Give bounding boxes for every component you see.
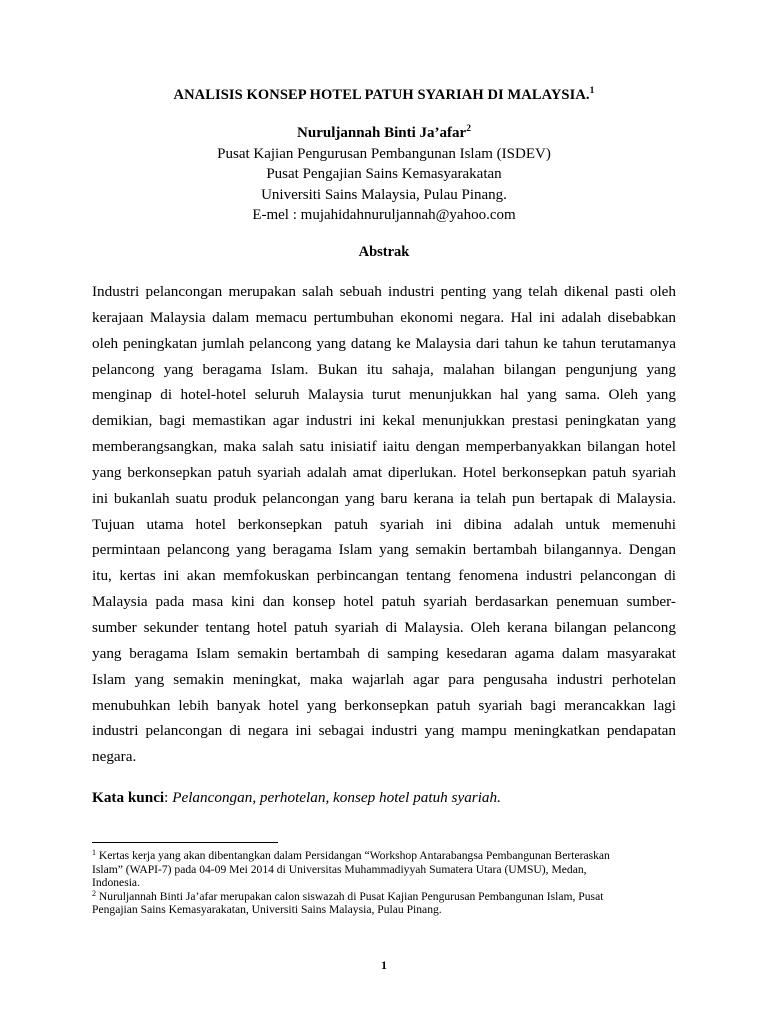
abstract-line: permintaan pelancong yang beragama Islam yang semakin bertambah bilangannya. Dengan: [92, 541, 676, 559]
page-number: 1: [381, 958, 387, 972]
footnote-1-line: Islam” (WAPI-7) pada 04-09 Mei 2014 di Universitas Muhammadiyyah Sumatera Utara (UMSU), Medan,: [92, 862, 587, 876]
author-footnote-mark: 2: [466, 124, 471, 134]
footnote-2-line: Pengajian Sains Kemasyarakatan, Universiti Sains Malaysia, Pulau Pinang.: [92, 903, 442, 917]
abstract-line: yang beragama Islam semakin bertambah di samping kesedaran agama dalam masyarakat: [92, 644, 676, 662]
footnotes: [92, 849, 678, 917]
footnote-1-mark: 1: [92, 848, 96, 857]
abstract-line: Malaysia pada masa kini dan konsep hotel patuh syariah berdasarkan penemuan sumber-: [92, 593, 676, 611]
abstract-line: sumber sekunder tentang hotel patuh syariah di Malaysia. Oleh kerana bilangan pelancong: [92, 618, 676, 636]
footnote-1-line: [92, 849, 678, 863]
abstract-line: ini bukanlah suatu produk pelancongan yang baru kerana ia telah pun bertapak di Malaysia.: [92, 489, 676, 507]
abstract-line: Tujuan utama hotel berkonsepkan patuh syariah ini dibina adalah untuk memenuhi: [92, 515, 676, 533]
footnote-2-mark: 2: [92, 888, 96, 898]
affiliation-line-university: Universiti Sains Malaysia, Pulau Pinang.: [261, 186, 507, 203]
abstract-line: Industri pelancongan merupakan salah sebuah industri penting yang telah dikenal pasti oleh: [92, 283, 676, 300]
footnote-separator: [92, 842, 278, 843]
keywords-separator: :: [164, 789, 169, 806]
abstract-line: industri pelancongan di negara ini sebagai industri yang mampu meningkatkan pendapatan: [92, 722, 676, 740]
footnote-1-line: Indonesia.: [92, 876, 140, 890]
footnote-2-line: [92, 890, 678, 904]
abstract-line: itu, kertas ini akan memfokuskan perbincangan tentang fenomena industri pelancongan di: [92, 567, 676, 585]
author-block: [0, 123, 768, 226]
abstract-line: demikian, bagi memastikan agar industri ini kekal menunjukkan prestasi peningkatan yang: [92, 412, 676, 430]
paper-title: [0, 87, 768, 104]
abstract-line: pelancong yang beragama Islam. Bukan itu sahaja, malahan bilangan pengunjung yang: [92, 360, 676, 378]
abstract-line: memberangsangkan, maka salah satu inisiatif iaitu dengan memperbanyakkan bilangan hotel: [92, 438, 676, 456]
keywords-text: Pelancongan, perhotelan, konsep hotel patuh syariah.: [172, 789, 501, 806]
abstract-heading: Abstrak: [358, 244, 410, 260]
affiliation-line-institute: Pusat Kajian Pengurusan Pembangunan Islam (ISDEV): [217, 145, 551, 162]
keywords: [92, 789, 676, 807]
abstract-line: Islam yang semakin meningkat, maka wajarlah agar para pengusaha industri perhotelan: [92, 670, 676, 688]
author-name: [0, 123, 768, 144]
abstract-body: [92, 279, 676, 770]
abstract-line: yang berkonsepkan patuh syariah adalah amat diperlukan. Hotel berkonsepkan patuh syariah: [92, 463, 676, 481]
abstract-line: kerajaan Malaysia dalam memacu pertumbuhan ekonomi negara. Hal ini adalah disebabkan: [92, 308, 676, 326]
affiliation-line-school: Pusat Pengajian Sains Kemasyarakatan: [266, 166, 502, 182]
abstract-line: menubuhkan lebih banyak hotel yang berkonsepkan patuh syariah bagi merancakkan lagi: [92, 696, 676, 714]
footnote-1-text: Kertas kerja yang akan dibentangkan dalam Persidangan “Workshop Antarabangsa Pembangunan Berteraskan: [98, 849, 610, 862]
title-footnote-mark: 1: [589, 86, 595, 96]
abstract-line: negara.: [92, 748, 137, 766]
footnote-2-text: Nuruljannah Binti Ja’afar merupakan calon siswazah di Pusat Kajian Pengurusan Pembangunan Islam, Pusat: [98, 889, 604, 903]
author-name-text: Nuruljannah Binti Ja’afar: [297, 125, 467, 141]
keywords-label: Kata kunci: [92, 789, 165, 806]
abstract-line: menginap di hotel-hotel seluruh Malaysia turut menunjukkan hal yang sama. Oleh yang: [92, 386, 676, 404]
author-email: E-mel : mujahidahnuruljannah@yahoo.com: [252, 207, 516, 223]
paper-title-text: ANALISIS KONSEP HOTEL PATUH SYARIAH DI MALAYSIA.: [173, 87, 590, 103]
abstract-line: oleh peningkatan jumlah pelancong yang datang ke Malaysia dari tahun ke tahun terutamanya: [92, 334, 676, 352]
